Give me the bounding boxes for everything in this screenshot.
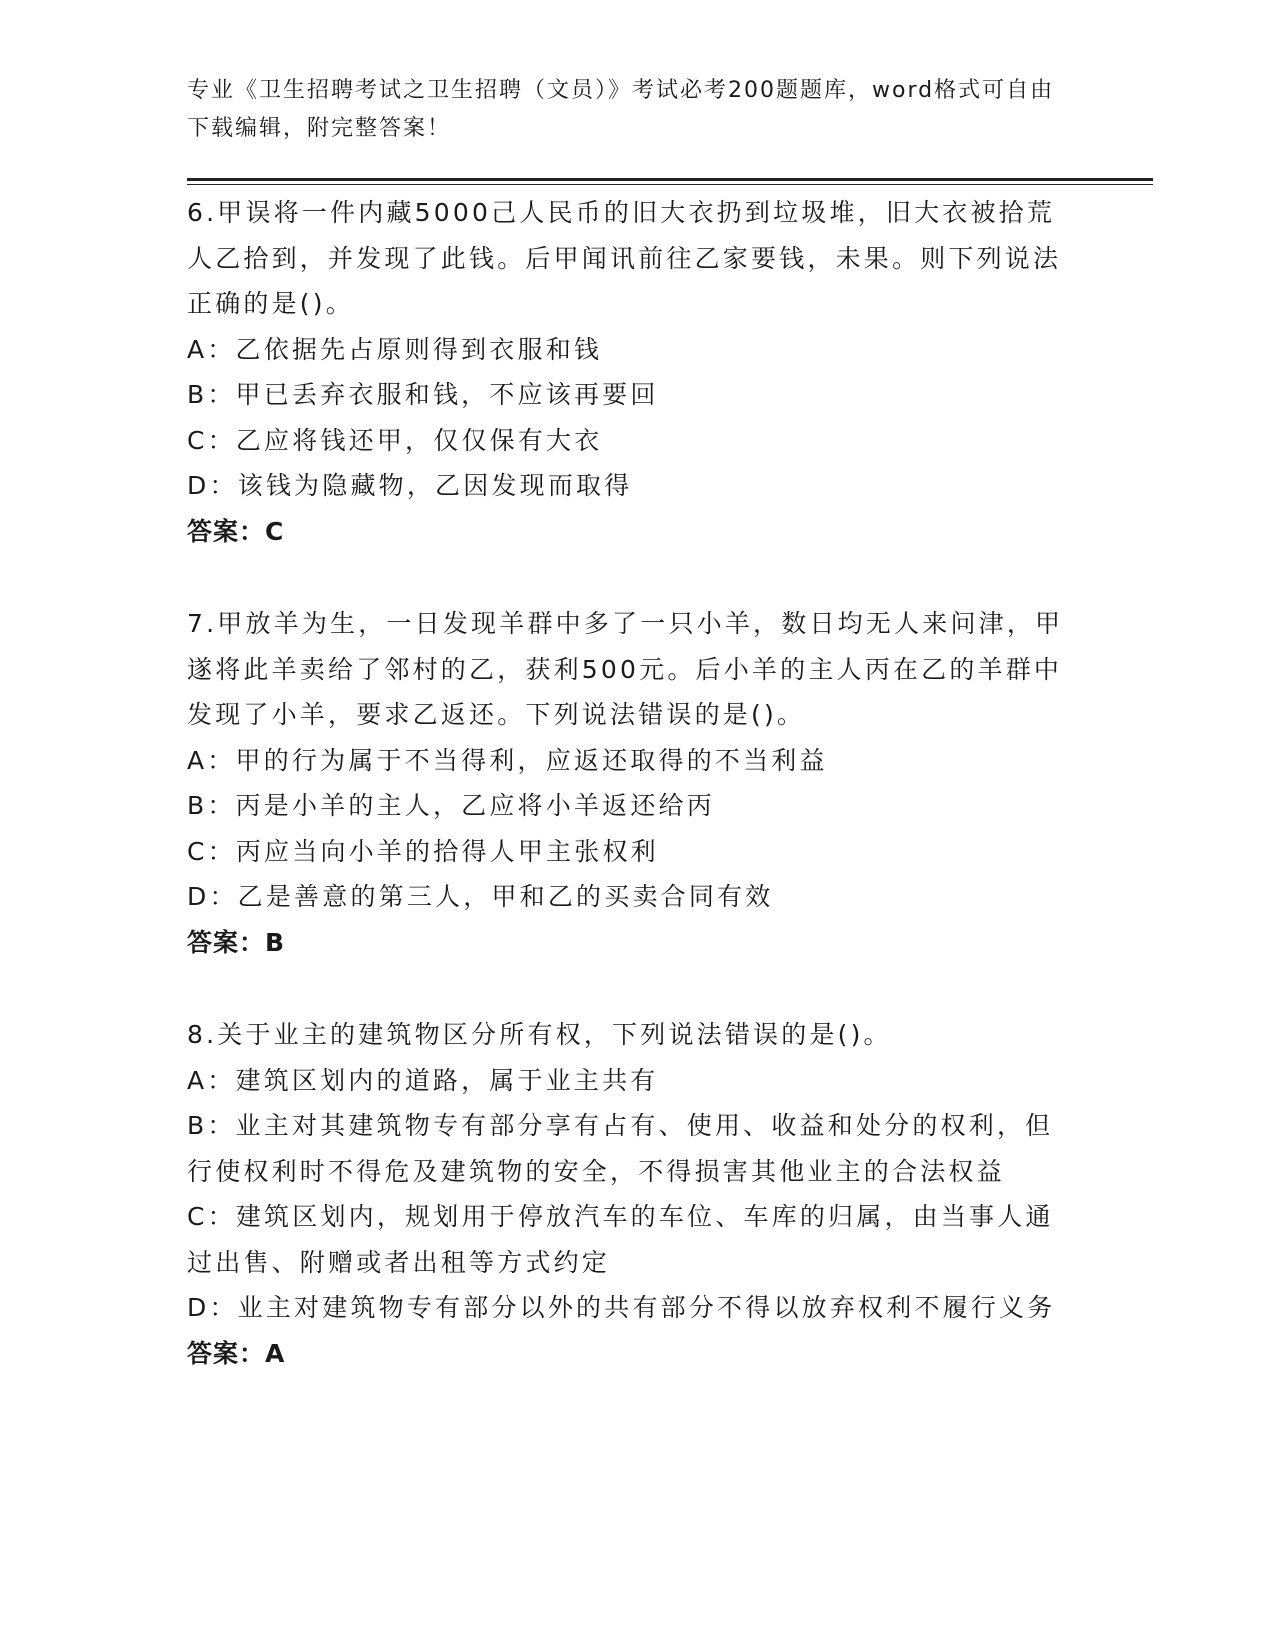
question-6 <box>187 190 1067 554</box>
option-a: A：乙依据先占原则得到衣服和钱 <box>187 334 603 364</box>
option-d: D：业主对建筑物专有部分以外的共有部分不得以放弃权利不履行义务 <box>187 1293 1056 1322</box>
answer-line: 答案：B <box>187 927 286 957</box>
answer-line: 答案：C <box>187 516 285 546</box>
option-c: C：丙应当向小羊的拾得人甲主张权利 <box>187 836 659 866</box>
question-stem: 8.关于业主的建筑物区分所有权，下列说法错误的是()。 <box>187 1020 892 1049</box>
document-header: 专业《卫生招聘考试之卫生招聘（文员）》考试必考200题题库，word格式可自由下载编辑，附完整答案！ <box>187 78 1055 141</box>
option-b: B：甲已丢弃衣服和钱，不应该再要回 <box>187 380 659 409</box>
option-d: D：该钱为隐藏物，乙因发现而取得 <box>187 471 633 500</box>
option-a: A：建筑区划内的道路，属于业主共有 <box>187 1065 659 1095</box>
question-stem: 7.甲放羊为生，一日发现羊群中多了一只小羊，数日均无人来问津，甲遂将此羊卖给了邻村的乙，获利500元。后小羊的主人丙在乙的羊群中发现了小羊，要求乙返还。下列说法错误的是()。 <box>187 609 1064 729</box>
option-b: B：丙是小羊的主人，乙应将小羊返还给丙 <box>187 791 715 820</box>
option-d: D：乙是善意的第三人，甲和乙的买卖合同有效 <box>187 882 774 911</box>
question-7 <box>187 601 1067 965</box>
option-b: B：业主对其建筑物专有部分享有占有、使用、收益和处分的权利，但行使权利时不得危及建筑物的安全，不得损害其他业主的合法权益 <box>187 1111 1054 1186</box>
header-rule-thin <box>187 184 1153 185</box>
option-c: C：乙应将钱还甲，仅仅保有大衣 <box>187 425 603 455</box>
question-list <box>187 190 1067 1423</box>
header-rule-thick <box>187 178 1153 181</box>
option-a: A：甲的行为属于不当得利，应返还取得的不当利益 <box>187 745 828 775</box>
option-c: C：建筑区划内，规划用于停放汽车的车位、车库的归属，由当事人通过出售、附赠或者出租等方式约定 <box>187 1202 1054 1277</box>
answer-line: 答案：A <box>187 1338 286 1368</box>
question-stem: 6.甲误将一件内藏5000己人民币的旧大衣扔到垃圾堆，旧大衣被拾荒人乙拾到，并发现了此钱。后甲闻讯前往乙家要钱，未果。则下列说法正确的是()。 <box>187 198 1062 318</box>
question-8 <box>187 1012 1067 1376</box>
